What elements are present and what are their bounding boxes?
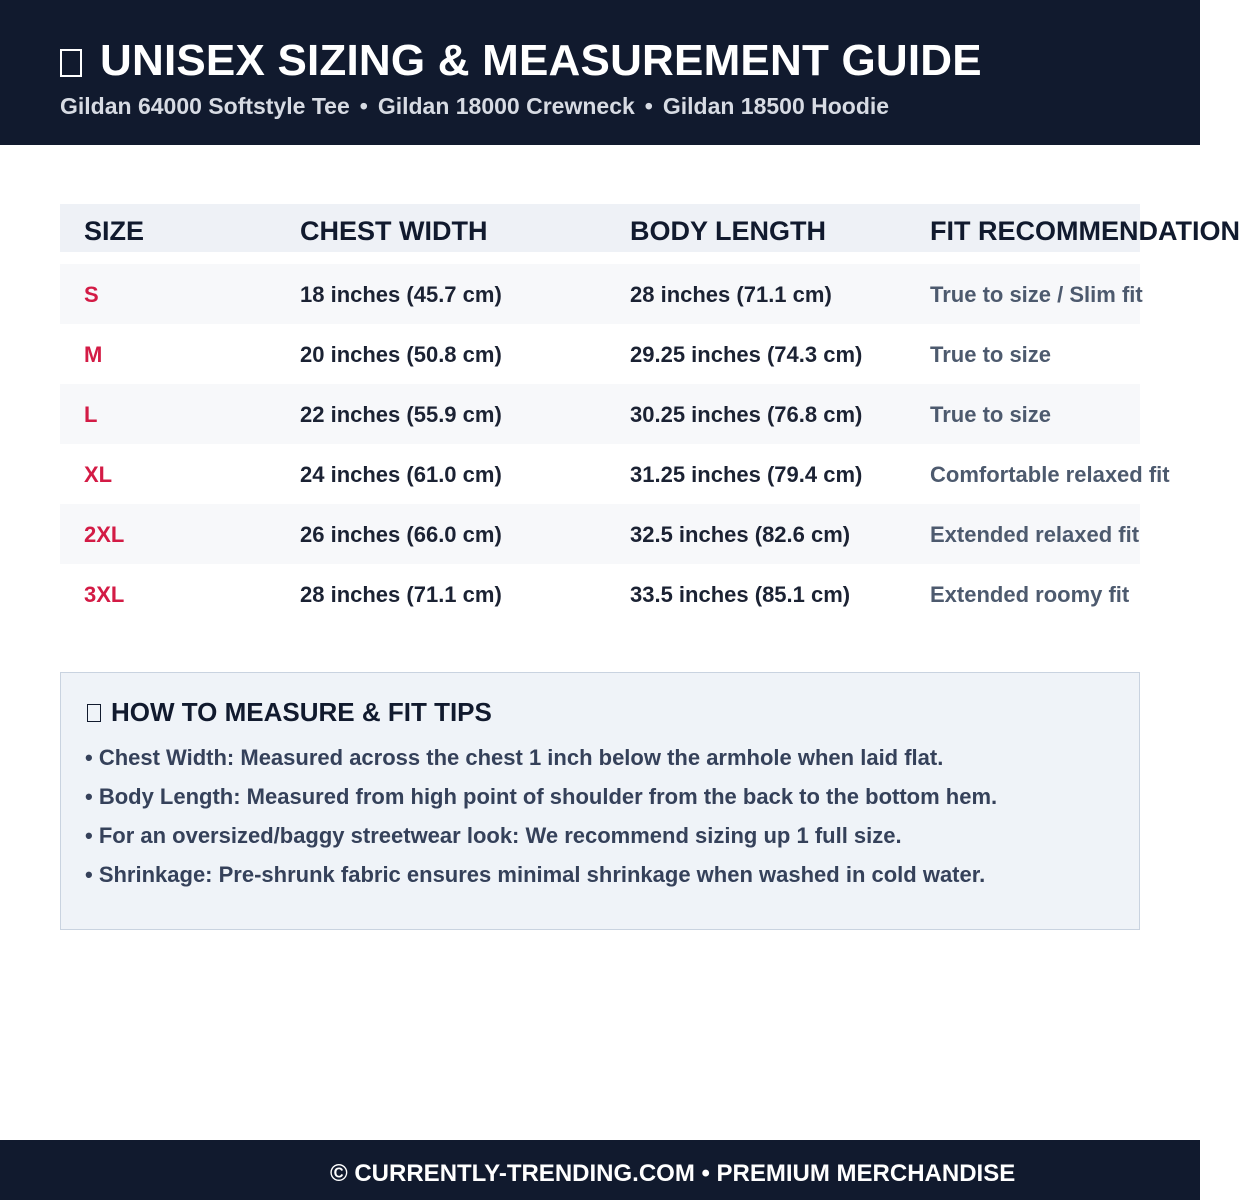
fit-tips-box [60, 672, 1140, 930]
tips-list [85, 745, 997, 901]
ruler-icon [60, 49, 82, 77]
table-row [60, 504, 1140, 564]
tips-heading [87, 697, 492, 728]
chest-cell: 20 inches (50.8 cm) [300, 342, 502, 367]
header-banner [0, 0, 1200, 145]
product-list [60, 93, 889, 120]
fit-cell: True to size / Slim fit [930, 282, 1143, 307]
table-row [60, 444, 1170, 504]
chest-cell: 18 inches (45.7 cm) [300, 282, 502, 307]
size-cell: 2XL [84, 522, 125, 547]
chest-cell: 22 inches (55.9 cm) [300, 402, 502, 427]
page-title-text: UNISEX SIZING & MEASUREMENT GUIDE [100, 36, 982, 85]
tip-item: • Body Length: Measured from high point of shoulder from the back to the bottom hem. [85, 784, 998, 809]
table-header-clip [60, 204, 1240, 252]
length-cell: 32.5 inches (82.6 cm) [630, 522, 851, 547]
fit-cell: True to size [930, 402, 1052, 427]
footer-banner [0, 1140, 1200, 1200]
size-cell: XL [84, 462, 113, 487]
chest-cell: 26 inches (66.0 cm) [300, 522, 502, 547]
lightbulb-icon [87, 704, 101, 722]
product-name: Gildan 18500 Hoodie [662, 93, 890, 119]
column-header-chest: CHEST WIDTH [300, 216, 488, 246]
fit-cell: Extended roomy fit [930, 582, 1130, 607]
length-cell: 33.5 inches (85.1 cm) [630, 582, 851, 607]
tips-heading-text: HOW TO MEASURE & FIT TIPS [111, 697, 492, 727]
size-cell: L [84, 402, 98, 427]
chest-cell: 24 inches (61.0 cm) [300, 462, 502, 487]
size-cell: 3XL [84, 582, 125, 607]
table-row [60, 564, 1140, 624]
length-cell: 30.25 inches (76.8 cm) [630, 402, 863, 427]
chest-cell: 28 inches (71.1 cm) [300, 582, 502, 607]
column-header-length: BODY LENGTH [630, 216, 827, 246]
table-row [60, 324, 1140, 384]
page-title [60, 36, 982, 86]
fit-cell: Comfortable relaxed fit [930, 462, 1170, 487]
length-cell: 31.25 inches (79.4 cm) [630, 462, 863, 487]
size-cell: M [84, 342, 103, 367]
table-row [60, 384, 1140, 444]
size-cell: S [84, 282, 99, 307]
footer-copyright: © CURRENTLY-TRENDING.COM • PREMIUM MERCHANDISE [330, 1160, 1016, 1187]
fit-cell: True to size [930, 342, 1052, 367]
tip-item: • Shrinkage: Pre-shrunk fabric ensures minimal shrinkage when washed in cold water. [85, 862, 986, 887]
table-header-row [60, 204, 1240, 252]
column-header-fit: FIT RECOMMENDATION [930, 216, 1240, 246]
separator: • [644, 93, 653, 119]
separator: • [359, 93, 368, 119]
fit-cell: Extended relaxed fit [930, 522, 1140, 547]
product-name: Gildan 18000 Crewneck [377, 93, 635, 119]
column-header-size: SIZE [84, 216, 145, 246]
size-chart-table [60, 204, 1240, 624]
table-body [60, 264, 1170, 624]
table-row [60, 264, 1143, 324]
tip-item: • For an oversized/baggy streetwear look: We recommend sizing up 1 full size. [85, 823, 902, 848]
tip-item: • Chest Width: Measured across the chest 1 inch below the armhole when laid flat. [85, 745, 944, 770]
length-cell: 29.25 inches (74.3 cm) [630, 342, 863, 367]
product-name: Gildan 64000 Softstyle Tee [60, 93, 350, 119]
length-cell: 28 inches (71.1 cm) [630, 282, 832, 307]
